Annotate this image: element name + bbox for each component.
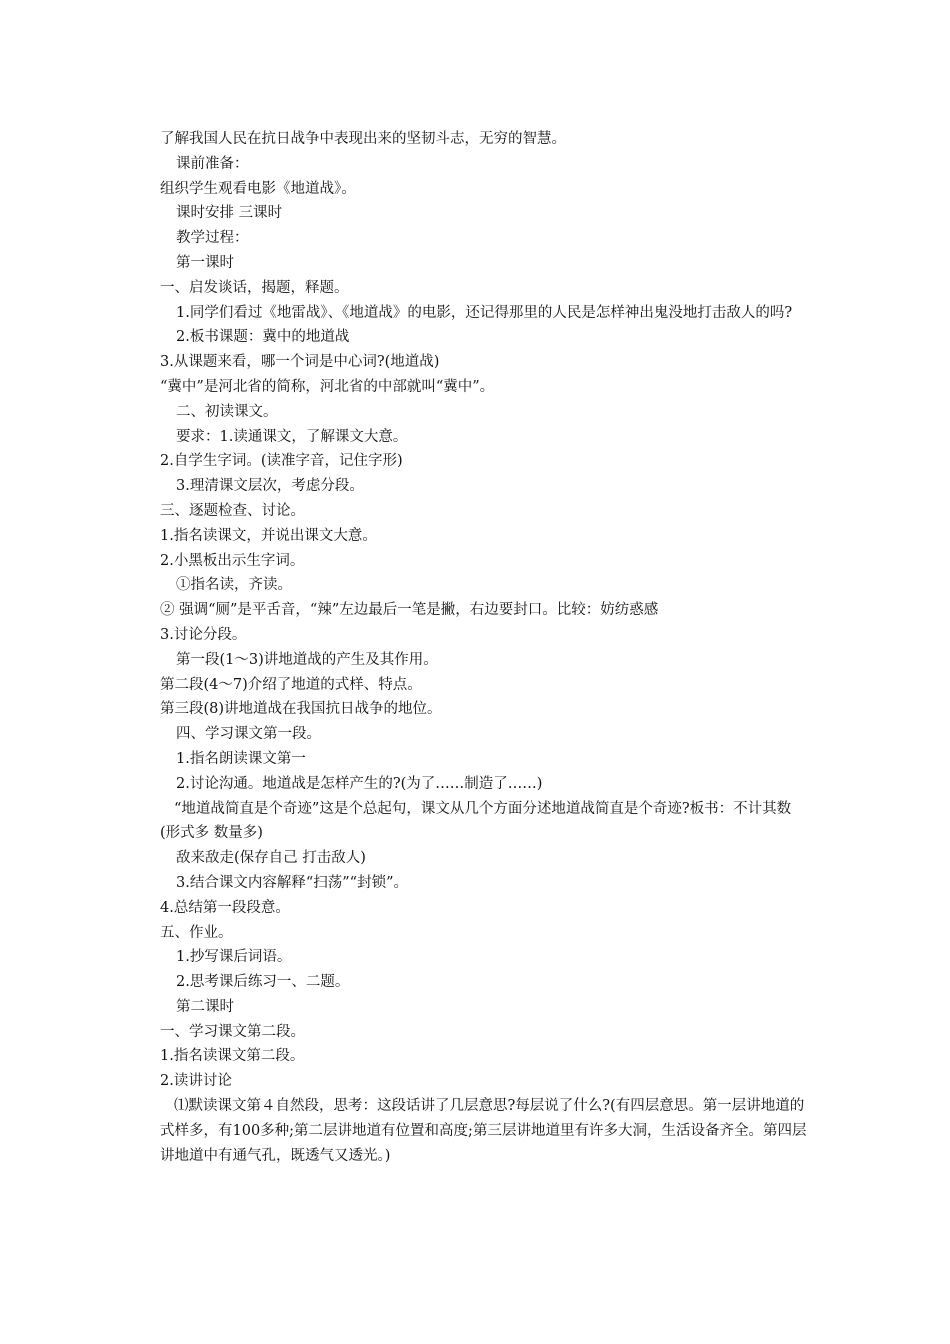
text-line: ⑴默读课文第４自然段，思考：这段话讲了几层意思?每层说了什么?(有四层意思。第一层讲地道的式样多，有100多种;第二层讲地道有位置和高度;第三层讲地道里有许多大洞，生活设备齐全。第四层讲地道中有通气孔，既透气又透光。) [160, 1098, 807, 1164]
text-line: 4.总结第一段段意。 [160, 899, 290, 916]
text-line: 2.讨论沟通。地道战是怎样产生的?(为了……制造了……) [176, 775, 543, 792]
text-line: 第二段(4～7)介绍了地道的式样、特点。 [160, 676, 422, 693]
text-line: ② 强调“厕”是平舌音，“辣”左边最后一笔是撇，右边要封口。比较：妨纺惑感 [160, 602, 659, 619]
text-line: 一、启发谈话，揭题，释题。 [160, 279, 349, 296]
text-line: 第一段(1～3)讲地道战的产生及其作用。 [176, 651, 438, 668]
text-line: 教学过程： [176, 230, 249, 247]
text-line: 1.指名读课文第二段。 [160, 1048, 305, 1065]
text-line: 1.同学们看过《地雷战》、《地道战》的电影，还记得那里的人民是怎样神出鬼没地打击敌人的吗? [176, 304, 793, 321]
text-line: 2.读讲讨论 [160, 1073, 232, 1090]
text-line: “冀中”是河北省的简称，河北省的中部就叫“冀中”。 [160, 378, 495, 395]
text-line: 二、初读课文。 [176, 403, 278, 420]
text-line: 3.从课题来看，哪一个词是中心词?(地道战) [160, 354, 440, 371]
text-line: 3.理清课文层次，考虑分段。 [176, 478, 364, 495]
text-line: 课时安排 三课时 [176, 205, 283, 222]
text-line: 1.指名朗读课文第一 [176, 750, 306, 767]
text-line: 敌来敌走(保存自己 打击敌人) [176, 850, 366, 867]
text-line: 2.板书课题：冀中的地道战 [176, 329, 350, 346]
text-line: 第一课时 [176, 254, 234, 271]
text-line: 3.讨论分段。 [160, 626, 247, 643]
text-line: ①指名读，齐读。 [176, 577, 292, 594]
text-line: 三、逐题检查、讨论。 [160, 502, 305, 519]
text-line: 1.抄写课后词语。 [176, 949, 292, 966]
text-line: 了解我国人民在抗日战争中表现出来的坚韧斗志，无穷的智慧。 [160, 131, 566, 147]
text-line: 一、学习课文第二段。 [160, 1023, 305, 1040]
text-line: 3.结合课文内容解释“扫荡”“封锁”。 [176, 874, 408, 891]
text-line: 组织学生观看电影《地道战》。 [160, 180, 356, 197]
text-line: 要求：1.读通课文，了解课文大意。 [176, 428, 408, 445]
text-line: “地道战简直是个奇迹”这是个总起句，课文从几个方面分述地道战简直是个奇迹?板书：不计其数(形式多 数量多) [160, 800, 792, 842]
document-body [160, 127, 810, 1168]
text-line: 2.小黑板出示生字词。 [160, 552, 305, 569]
text-line: 四、学习课文第一段。 [176, 726, 321, 743]
text-line: 2.自学生字词。(读准字音，记住字形) [160, 453, 403, 470]
text-line: 1.指名读课文，并说出课文大意。 [160, 527, 377, 544]
text-line: 五、作业。 [160, 924, 233, 941]
text-line: 2.思考课后练习一、二题。 [176, 974, 350, 991]
text-line: 第三段(8)讲地道战在我国抗日战争的地位。 [160, 701, 442, 718]
text-line: 课前准备： [176, 155, 249, 172]
text-line: 第二课时 [176, 998, 234, 1015]
